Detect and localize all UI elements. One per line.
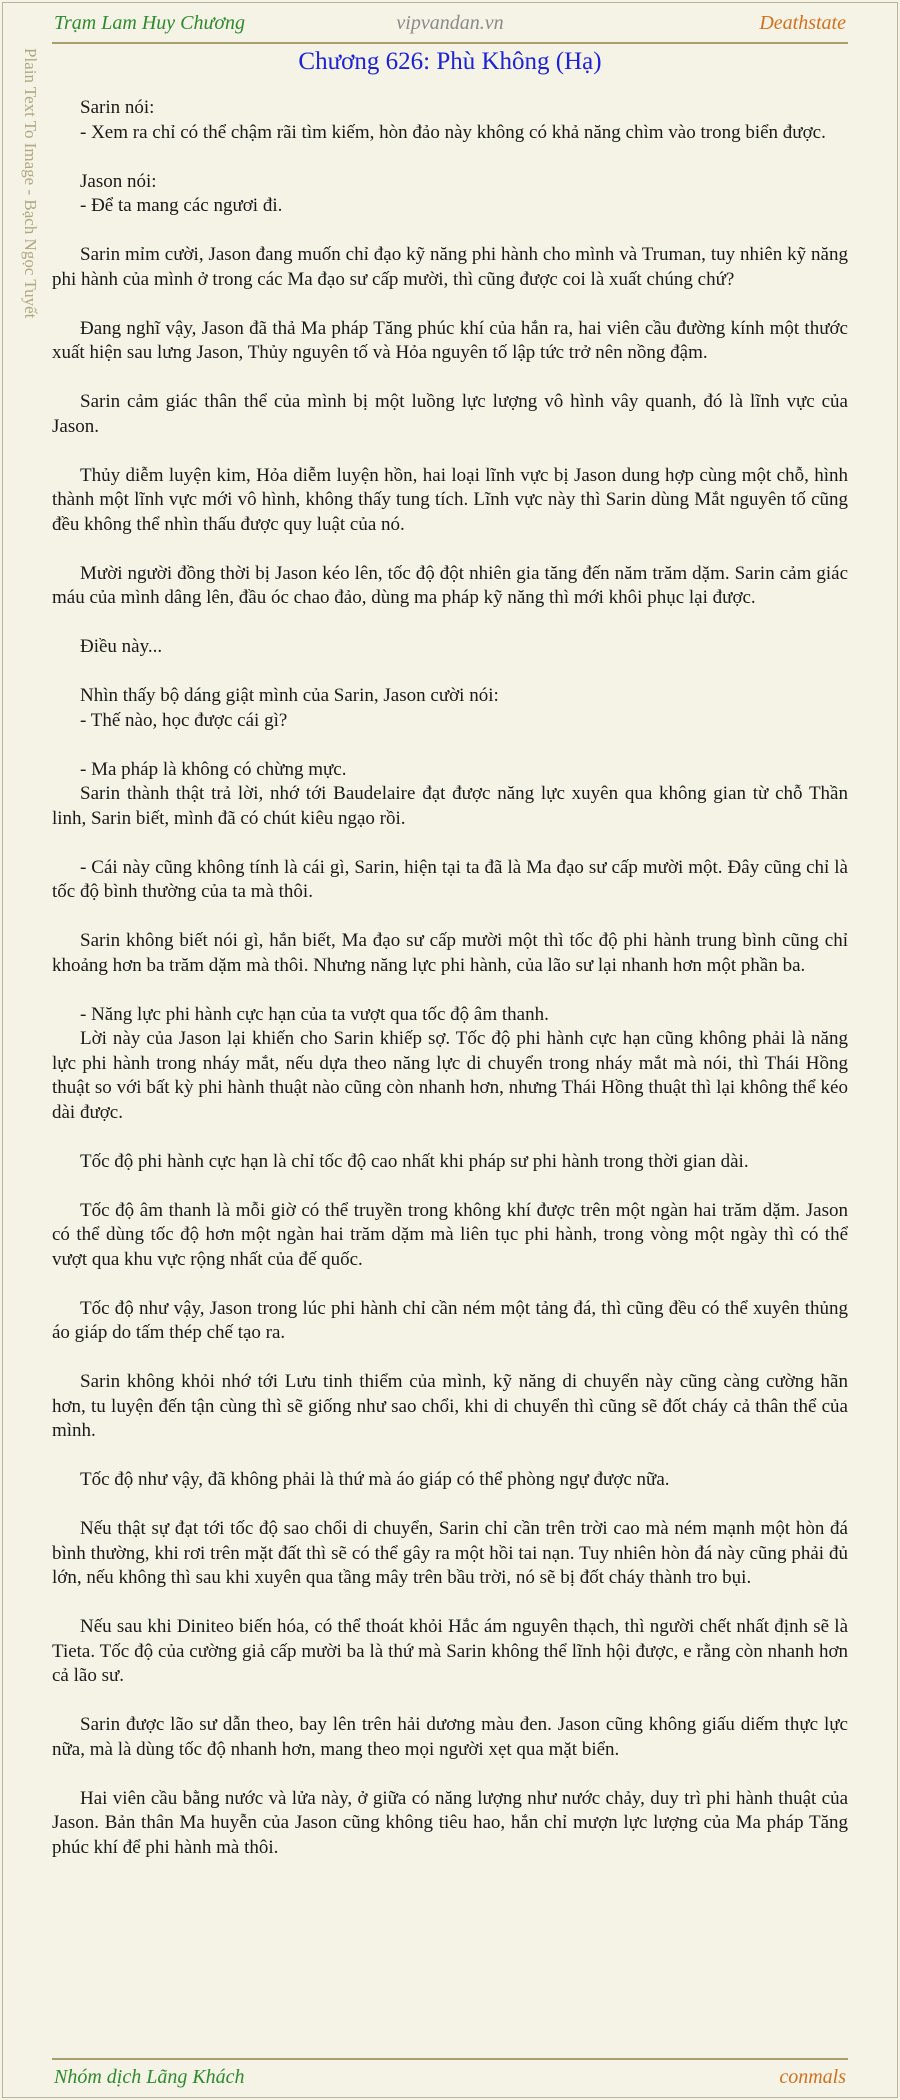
footer-team-name: Nhóm dịch Lãng Khách xyxy=(54,2066,245,2088)
paragraph: Sarin mỉm cười, Jason đang muốn chỉ đạo kỹ năng phi hành cho mình và Truman, tuy nhiên kỹ năng phi hành của mình ở trong các Ma đạo sư cấp mười, thì cũng được coi là xuất chúng chứ? xyxy=(52,244,848,290)
paragraph: - Thế nào, học được cái gì? xyxy=(80,709,288,731)
paragraph: Thủy diễm luyện kim, Hỏa diễm luyện hồn, hai loại lĩnh vực bị Jason dung hợp cùng một chỗ, hình thành một lĩnh vực mới vô hình, không thấy tung tích. Lĩnh vực này thì Sarin dùng Mắt nguyên tố cũng đều không thể nhìn thấu được quy luật của nó. xyxy=(52,464,848,535)
paragraph: Jason nói: xyxy=(80,170,157,192)
paragraph: - Năng lực phi hành cực hạn của ta vượt qua tốc độ âm thanh. xyxy=(80,1003,549,1025)
paragraph: - Xem ra chỉ có thể chậm rãi tìm kiếm, hòn đảo này không có khả năng chìm vào trong biển được. xyxy=(80,121,826,143)
paragraph: Sarin nói: xyxy=(80,97,155,118)
paragraph: Sarin không biết nói gì, hắn biết, Ma đạo sư cấp mười một thì tốc độ phi hành trung bình cũng chỉ khoảng hơn ba trăm dặm mà thôi. Nhưng năng lực phi hành, của lão sư lại nhanh hơn một phần ba. xyxy=(52,930,848,976)
header-translator: Deathstate xyxy=(759,12,846,34)
header-site-name: vipvandan.vn xyxy=(396,12,504,34)
chapter-title: Chương 626: Phù Không (Hạ) xyxy=(298,48,602,75)
paragraph: Mười người đồng thời bị Jason kéo lên, tốc độ đột nhiên gia tăng đến năm trăm dặm. Sarin cảm giác máu của mình dâng lên, đầu óc chao đảo, dùng ma pháp kỹ năng thì mới khôi phục lại được. xyxy=(52,562,848,608)
paragraph: - Để ta mang các ngươi đi. xyxy=(80,195,283,216)
paragraph: Hai viên cầu bằng nước và lửa này, ở giữa có năng lượng như nước chảy, duy trì phi hành thuật của Jason. Bản thân Ma huyễn của Jason cũng không tiêu hao, hắn chỉ mượn lực lượng của Ma pháp Tăng phúc khí để phi hành mà thôi. xyxy=(52,1787,848,1858)
page-footer xyxy=(52,2058,848,2090)
paragraph: Sarin thành thật trả lời, nhớ tới Baudelaire đạt được năng lực xuyên qua không gian từ chỗ Thần linh, Sarin biết, mình đã có chút kiêu ngạo rồi. xyxy=(52,783,848,829)
footer-uploader: conmals xyxy=(779,2066,846,2088)
page-header xyxy=(52,10,848,44)
paragraph: Sarin không khỏi nhớ tới Lưu tinh thiểm của mình, kỹ năng di chuyển này cũng càng cường hãn hơn, tu luyện đến tận cùng thì sẽ giống như sao chổi, khi di chuyển thì cũng sẽ đốt cháy cả thân thể của mình. xyxy=(52,1371,848,1441)
paragraph: Tốc độ như vậy, đã không phải là thứ mà áo giáp có thể phòng ngự được nữa. xyxy=(80,1469,670,1490)
paragraph: Tốc độ như vậy, Jason trong lúc phi hành chỉ cần ném một tảng đá, thì cũng đều có thể xuyên thủng áo giáp do tấm thép chế tạo ra. xyxy=(52,1297,848,1343)
paragraph: Điều này... xyxy=(80,636,163,657)
paragraph: Nếu thật sự đạt tới tốc độ sao chổi di chuyển, Sarin chỉ cần trên trời cao mà ném mạnh một hòn đá bình thường, khi rơi trên mặt đất thì sẽ có thể gây ra một hồi tai nạn. Tuy nhiên hòn đá này cũng phải đủ lớn, nếu không thì sau khi xuyên qua tầng mây trên bầu trời, nó sẽ bị đốt cháy thành tro bụi. xyxy=(52,1518,848,1588)
paragraph: Đang nghĩ vậy, Jason đã thả Ma pháp Tăng phúc khí của hắn ra, hai viên cầu đường kính một thước xuất hiện sau lưng Jason, Thủy nguyên tố và Hỏa nguyên tố lập tức trở nên nồng đậm. xyxy=(52,317,848,363)
paragraph: Sarin cảm giác thân thể của mình bị một luồng lực lượng vô hình vây quanh, đó là lĩnh vực của Jason. xyxy=(52,391,848,437)
side-watermark: Plain Text To Image - Bạch Ngọc Tuyết xyxy=(21,48,40,319)
paragraph: - Cái này cũng không tính là cái gì, Sarin, hiện tại ta đã là Ma đạo sư cấp mười một. Đây cũng chỉ là tốc độ bình thường của ta mà thôi. xyxy=(52,856,848,902)
paragraph: Nhìn thấy bộ dáng giật mình của Sarin, Jason cười nói: xyxy=(80,685,499,706)
chapter-content xyxy=(52,96,848,1885)
paragraph: Nếu sau khi Diniteo biến hóa, có thể thoát khỏi Hắc ám nguyên thạch, thì người chết nhất định sẽ là Tieta. Tốc độ của cường giả cấp mười ba là thứ mà Sarin không thể lĩnh hội được, e rằng còn nhanh hơn cả lão sư. xyxy=(52,1616,848,1686)
paragraph: Tốc độ âm thanh là mỗi giờ có thể truyền trong không khí được trên một ngàn hai trăm dặm. Jason có thể dùng tốc độ hơn một ngàn hai trăm dặm mà liên tục phi hành, trong vòng một ngày thì có thể vượt qua khu vực rộng nhất của đế quốc. xyxy=(52,1199,848,1270)
paragraph: - Ma pháp là không có chừng mực. xyxy=(80,758,347,780)
paragraph: Sarin được lão sư dẫn theo, bay lên trên hải dương màu đen. Jason cũng không giấu diếm thực lực nữa, mà là dùng tốc độ nhanh hơn, mang theo mọi người xẹt qua mặt biển. xyxy=(52,1714,848,1760)
header-group-name: Trạm Lam Huy Chương xyxy=(54,12,246,34)
paragraph: Tốc độ phi hành cực hạn là chỉ tốc độ cao nhất khi pháp sư phi hành trong thời gian dài. xyxy=(80,1150,749,1172)
paragraph: Lời này của Jason lại khiến cho Sarin khiếp sợ. Tốc độ phi hành cực hạn cũng không phải là năng lực phi hành trong nháy mắt, nếu dựa theo năng lực di chuyển trong nháy mắt mà nói, thì Thái Hồng thuật so với bất kỳ phi hành thuật nào cũng còn nhanh hơn, nhưng Thái Hồng thuật thì lại không thể kéo dài được. xyxy=(52,1028,848,1123)
